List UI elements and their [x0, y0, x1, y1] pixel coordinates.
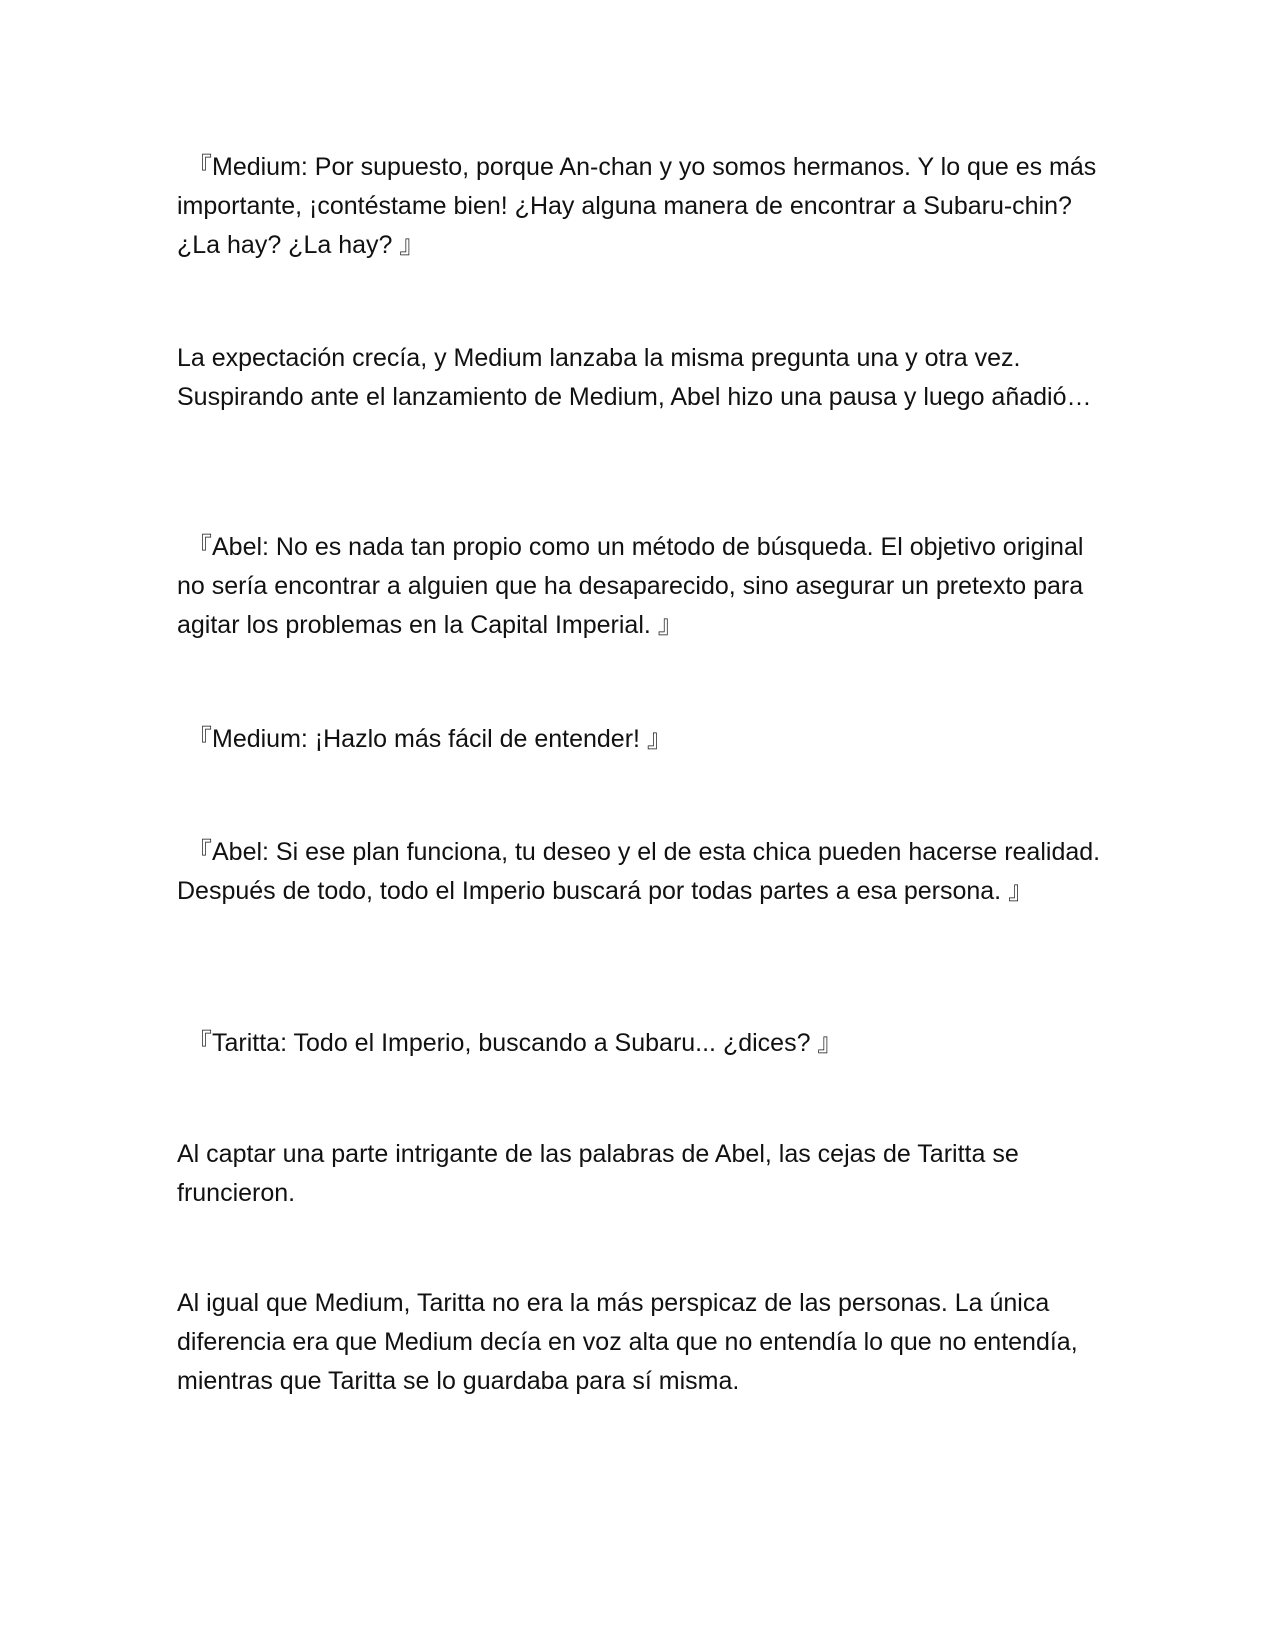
- dialogue-paragraph-medium: 『Medium: ¡Hazlo más fácil de entender! 』: [187, 725, 672, 753]
- narration-paragraph: Al igual que Medium, Taritta no era la más perspicaz de las personas. La única diferencia era que Medium decía en voz alta que no entendía lo que no entendía, mientras que Taritta se lo guardaba para sí misma.: [177, 1289, 1078, 1395]
- narration-paragraph: La expectación crecía, y Medium lanzaba la misma pregunta una y otra vez. Suspirando ante el lanzamiento de Medium, Abel hizo una pausa y luego añadió…: [177, 344, 1092, 411]
- narration-paragraph: Al captar una parte intrigante de las palabras de Abel, las cejas de Taritta se fruncieron.: [177, 1140, 1019, 1207]
- dialogue-paragraph-abel: 『Abel: Si ese plan funciona, tu deseo y el de esta chica pueden hacerse realidad. Después de todo, todo el Imperio buscará por todas partes a esa persona. 』: [177, 838, 1101, 905]
- dialogue-paragraph-taritta: 『Taritta: Todo el Imperio, buscando a Subaru... ¿dices? 』: [187, 1029, 843, 1057]
- dialogue-paragraph-medium: 『Medium: Por supuesto, porque An-chan y yo somos hermanos. Y lo que es más importante, ¡contéstame bien! ¿Hay alguna manera de encontrar a Subaru-chin? ¿La hay? ¿La hay? 』: [177, 153, 1097, 259]
- dialogue-paragraph-abel: 『Abel: No es nada tan propio como un método de búsqueda. El objetivo original no sería encontrar a alguien que ha desaparecido, sino asegurar un pretexto para agitar los problemas en la Capital Imperial. 』: [177, 533, 1084, 639]
